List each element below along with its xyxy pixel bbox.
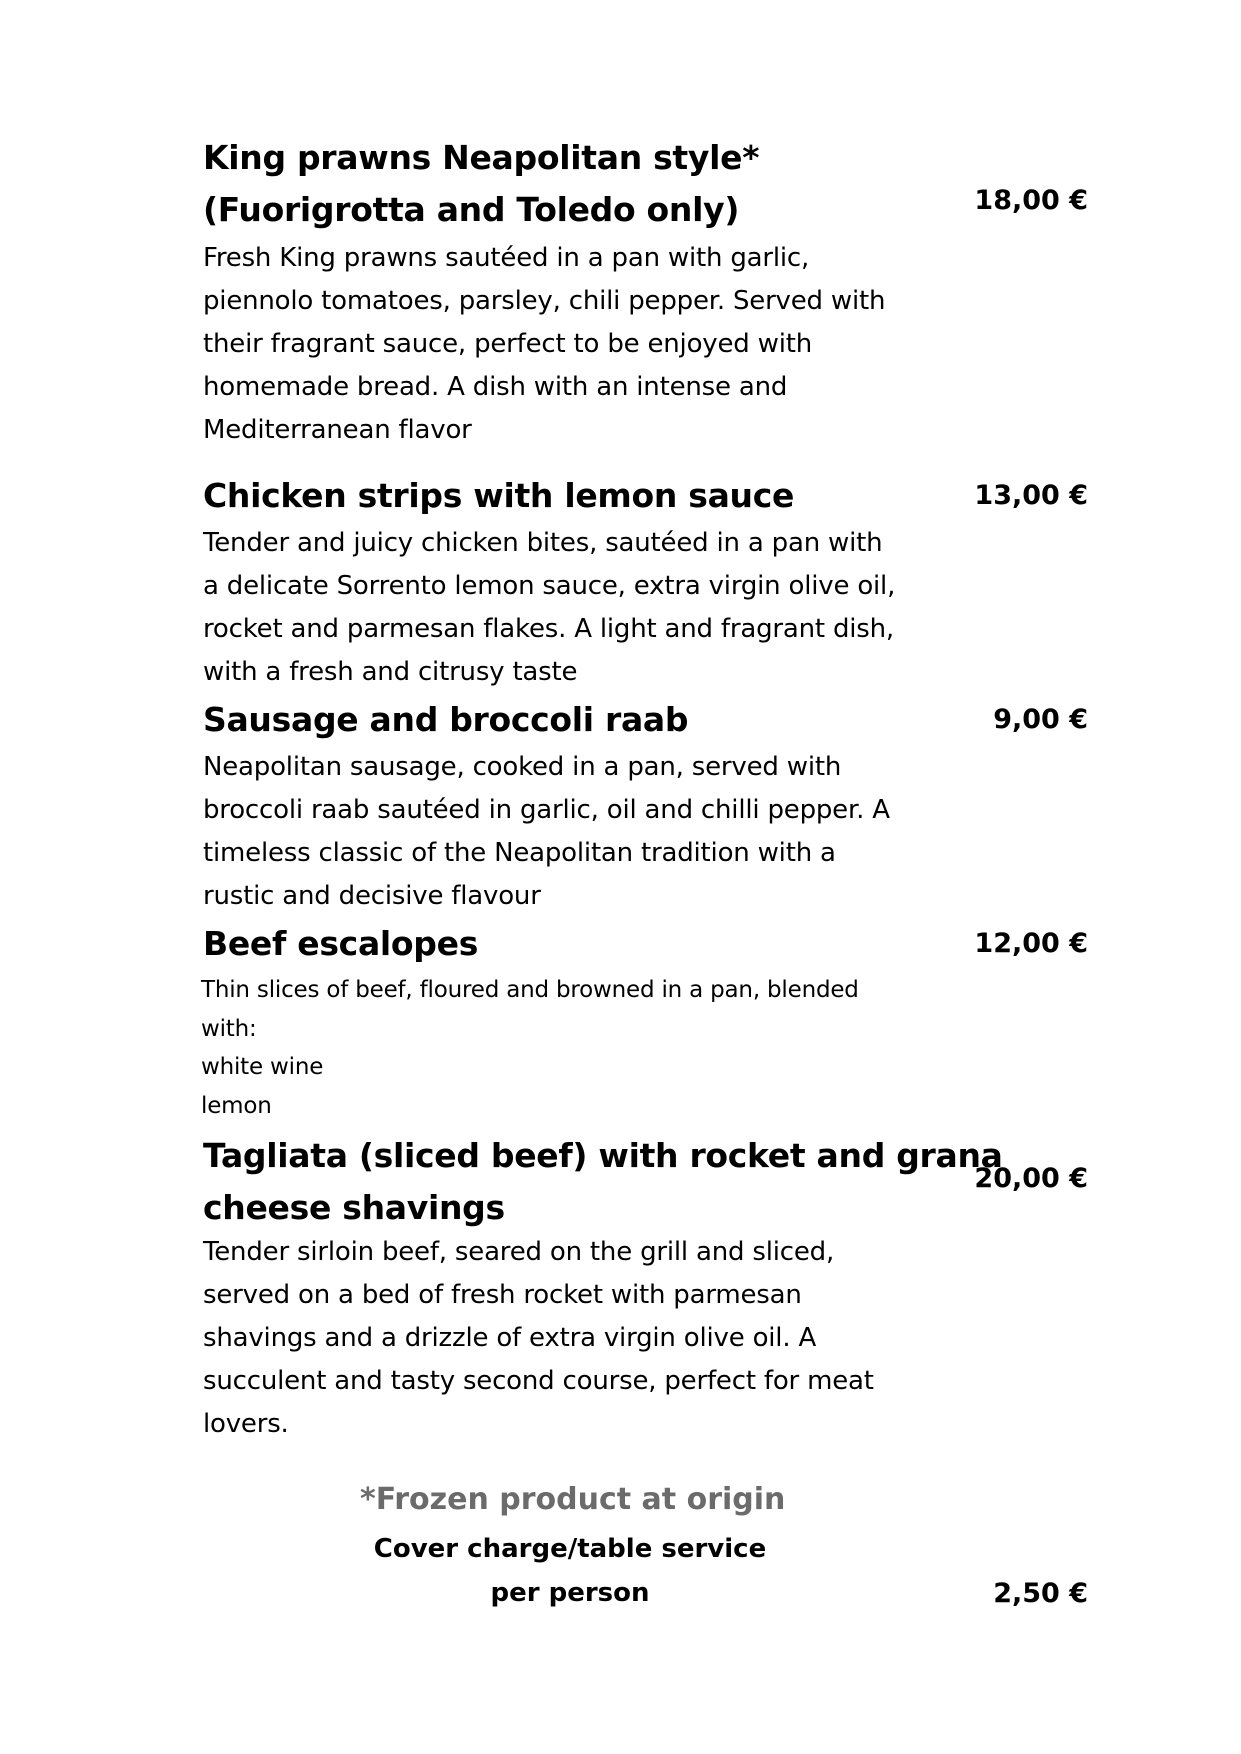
dish-title-tagliata [203, 1130, 1003, 1234]
description-line: Neapolitan sausage, cooked in a pan, served with [203, 752, 842, 782]
dish-price-chicken-strips: 13,00 € [974, 480, 1088, 511]
dish-price-tagliata: 20,00 € [974, 1163, 1088, 1194]
description-line: shavings and a drizzle of extra virgin olive oil. A [203, 1323, 817, 1353]
dish-description-king-prawns [203, 237, 963, 452]
dish-title-line: Sausage and broccoli raab [203, 700, 689, 739]
dish-description-beef-escalopes [201, 971, 961, 1125]
cover-charge-label: Cover charge/table service [373, 1534, 767, 1564]
dish-title-line: Tagliata (sliced beef) with rocket and grana [203, 1136, 1003, 1175]
dish-title-line: Chicken strips with lemon sauce [203, 476, 795, 515]
description-line: served on a bed of fresh rocket with parmesan [203, 1280, 802, 1310]
description-line: a delicate Sorrento lemon sauce, extra virgin olive oil, [203, 571, 896, 601]
description-line: white wine [201, 1054, 324, 1080]
description-line: their fragrant sauce, perfect to be enjoyed with [203, 329, 813, 359]
dish-title-line: (Fuorigrotta and Toledo only) [203, 190, 740, 229]
frozen-product-note: *Frozen product at origin [360, 1482, 786, 1517]
dish-title-line: King prawns Neapolitan style* [203, 138, 760, 177]
dish-title-king-prawns [203, 132, 933, 236]
dish-title-line: Beef escalopes [203, 924, 479, 963]
cover-charge-price: 2,50 € [993, 1578, 1088, 1609]
description-line: timeless classic of the Neapolitan tradition with a [203, 838, 836, 868]
description-line: succulent and tasty second course, perfect for meat [203, 1366, 874, 1396]
description-line: with a fresh and citrusy taste [203, 657, 578, 687]
description-line: Tender and juicy chicken bites, sautéed in a pan with [203, 528, 883, 558]
dish-price-sausage-broccoli: 9,00 € [993, 704, 1088, 735]
description-line: Thin slices of beef, floured and browned in a pan, blended [201, 977, 859, 1003]
description-line: lovers. [203, 1409, 289, 1439]
description-line: rustic and decisive flavour [203, 881, 541, 911]
description-line: Fresh King prawns sautéed in a pan with garlic, [203, 243, 810, 273]
dish-title-chicken-strips [203, 470, 933, 522]
dish-description-sausage-broccoli [203, 746, 963, 918]
dish-price-king-prawns: 18,00 € [974, 185, 1088, 216]
dish-description-tagliata [203, 1231, 963, 1446]
cover-charge-unit: per person [490, 1578, 650, 1608]
description-line: Mediterranean flavor [203, 415, 472, 445]
dish-price-beef-escalopes: 12,00 € [974, 928, 1088, 959]
dish-title-sausage-broccoli [203, 694, 933, 746]
description-line: Tender sirloin beef, seared on the grill and sliced, [203, 1237, 835, 1267]
description-line: rocket and parmesan flakes. A light and fragrant dish, [203, 614, 894, 644]
dish-description-chicken-strips [203, 522, 963, 694]
dish-title-line: cheese shavings [203, 1188, 505, 1227]
dish-title-beef-escalopes [203, 918, 933, 970]
description-line: homemade bread. A dish with an intense and [203, 372, 788, 402]
description-line: piennolo tomatoes, parsley, chili pepper. Served with [203, 286, 886, 316]
description-line: lemon [201, 1092, 272, 1119]
description-line: with: [201, 1015, 257, 1042]
description-line: broccoli raab sautéed in garlic, oil and chilli pepper. A [203, 795, 890, 825]
